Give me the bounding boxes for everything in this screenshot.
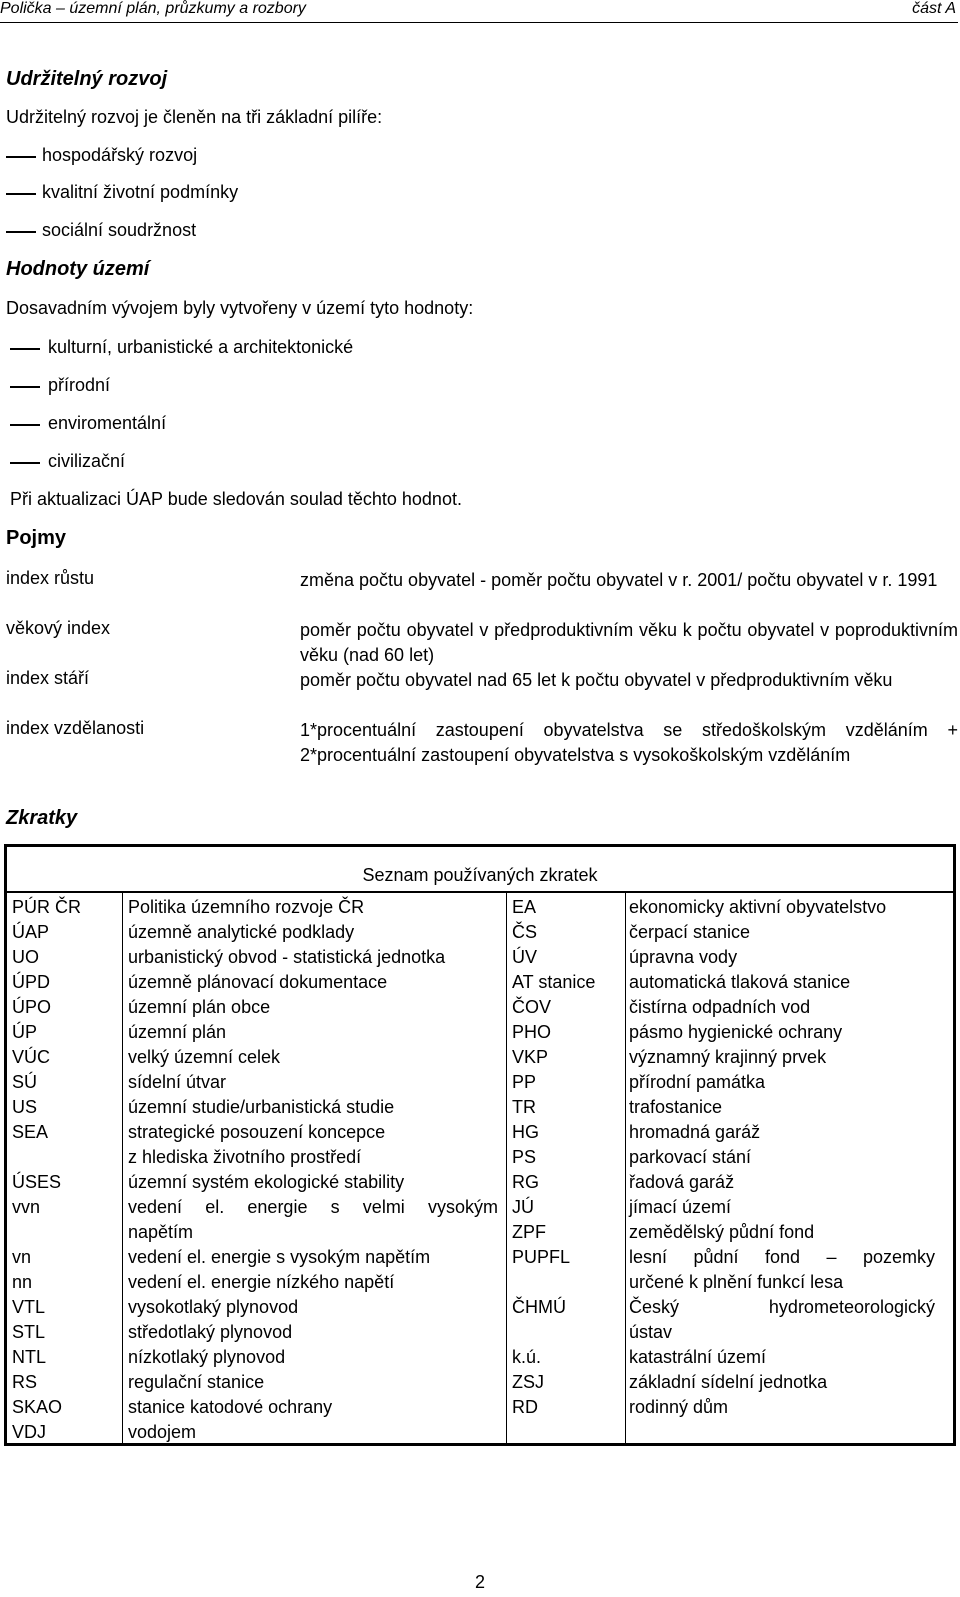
abbreviation-meaning: územně analytické podklady <box>128 922 355 942</box>
abbreviation-meaning: stanice katodové ochrany <box>128 1397 333 1417</box>
abbreviation-meaning: přírodní památka <box>629 1072 766 1092</box>
abbreviation-meaning: základní sídelní jednotka <box>629 1372 828 1392</box>
header-title: Polička – územní plán, průzkumy a rozbory <box>0 0 306 17</box>
abbreviation-meaning: řadová garáž <box>629 1172 735 1192</box>
table-header-row <box>7 847 953 893</box>
abbreviation-code: vn <box>12 1247 32 1267</box>
section-heading-terms: Pojmy <box>6 527 67 549</box>
abbreviation-code: EA <box>512 897 537 917</box>
abbreviation-code: US <box>12 1097 38 1117</box>
term: věkový index <box>6 618 111 638</box>
abbreviation-code: PUPFL <box>512 1247 571 1267</box>
dash-bullet <box>10 348 40 350</box>
abbreviation-code: SEA <box>12 1122 49 1142</box>
list-item-text: civilizační <box>48 451 126 471</box>
abbreviation-code: ČHMÚ <box>512 1297 566 1317</box>
abbreviation-code: PHO <box>512 1022 552 1042</box>
term: index vzdělanosti <box>6 718 145 738</box>
term-definition: poměr počtu obyvatel v předproduktivním věku k počtu obyvatel v poproduktivním věku (nad 60 let) <box>300 620 958 665</box>
abbreviation-code: ÚV <box>512 947 538 967</box>
term: index růstu <box>6 568 95 588</box>
abbreviation-meaning: úpravna vody <box>629 947 738 967</box>
dash-bullet <box>10 386 40 388</box>
abbreviation-code: ÚP <box>12 1022 38 1042</box>
abbreviation-code: ČOV <box>512 997 552 1017</box>
page-header <box>0 0 958 23</box>
abbreviation-code: SKAO <box>12 1397 63 1417</box>
list-item-text: sociální soudržnost <box>42 220 197 240</box>
column-divider <box>506 893 507 1443</box>
section-heading-sustainable: Udržitelný rozvoj <box>6 68 168 90</box>
abbreviation-code: ČS <box>512 922 538 942</box>
sustainable-intro: Udržitelný rozvoj je členěn na tři základní pilíře: <box>6 107 383 127</box>
values-note: Při aktualizaci ÚAP bude sledován soulad těchto hodnot. <box>10 489 462 509</box>
abbreviation-code: ZPF <box>512 1222 546 1242</box>
list-item-text: kulturní, urbanistické a architektonické <box>48 337 354 357</box>
abbreviation-meaning: středotlaký plynovod <box>128 1322 293 1342</box>
abbreviation-code: VKP <box>512 1047 549 1067</box>
abbreviation-code: JÚ <box>512 1197 534 1217</box>
abbreviation-meaning: vedení el. energie s vysokým napětím <box>128 1247 431 1267</box>
abbreviation-meaning: Český hydrometeorologický <box>629 1297 935 1317</box>
abbreviation-code: RD <box>512 1397 538 1417</box>
abbreviation-code: RS <box>12 1372 38 1392</box>
abbreviation-meaning: parkovací stání <box>629 1147 752 1167</box>
abbreviation-meaning: regulační stanice <box>128 1372 265 1392</box>
abbreviation-code: STL <box>12 1322 46 1342</box>
term: index stáří <box>6 668 90 688</box>
abbreviation-meaning: lesní půdní fond – pozemky <box>629 1247 935 1267</box>
abbreviation-meaning: automatická tlaková stanice <box>629 972 851 992</box>
abbreviation-meaning: určené k plnění funkcí lesa <box>629 1272 844 1292</box>
abbreviation-code: PÚR ČR <box>12 897 82 917</box>
abbreviation-meaning: vodojem <box>128 1422 197 1442</box>
list-item-text: přírodní <box>48 375 111 395</box>
abbreviation-meaning: trafostanice <box>629 1097 723 1117</box>
abbreviation-code: ÚPD <box>12 972 51 992</box>
term-definition: změna počtu obyvatel - poměr počtu obyvatel v r. 2001/ počtu obyvatel v r. 1991 <box>300 570 938 590</box>
abbreviation-code: TR <box>512 1097 536 1117</box>
abbreviation-code: PS <box>512 1147 537 1167</box>
abbreviation-meaning: urbanistický obvod - statistická jednotka <box>128 947 446 967</box>
term-definition: poměr počtu obyvatel nad 65 let k počtu obyvatel v předproduktivním věku <box>300 670 893 690</box>
abbreviation-meaning: ústav <box>629 1322 673 1342</box>
abbreviation-code: VTL <box>12 1297 46 1317</box>
abbreviation-meaning: nízkotlaký plynovod <box>128 1347 286 1367</box>
abbreviation-code: ZSJ <box>512 1372 545 1392</box>
abbreviation-meaning: vedení el. energie s velmi vysokým <box>128 1197 498 1217</box>
abbreviation-code: NTL <box>12 1347 47 1367</box>
abbreviation-meaning: územně plánovací dokumentace <box>128 972 388 992</box>
abbreviation-meaning: významný krajinný prvek <box>629 1047 827 1067</box>
term-definition: 1*procentuální zastoupení obyvatelstva se středoškolským vzděláním + 2*procentuální zastoupení obyvatelstva s vysokoškolským vzděláním <box>300 720 958 765</box>
abbreviation-code: VDJ <box>12 1422 47 1442</box>
abbreviation-code: AT stanice <box>512 972 596 992</box>
column-divider <box>122 893 123 1443</box>
dash-bullet <box>6 156 36 158</box>
abbreviation-code: RG <box>512 1172 539 1192</box>
abbreviation-code: ÚPO <box>12 997 52 1017</box>
list-item-text: enviromentální <box>48 413 167 433</box>
abbreviation-code: nn <box>12 1272 33 1292</box>
abbreviation-meaning: sídelní útvar <box>128 1072 227 1092</box>
abbreviation-meaning: katastrální území <box>629 1347 767 1367</box>
dash-bullet <box>10 462 40 464</box>
section-heading-abbreviations: Zkratky <box>6 807 78 829</box>
abbreviation-meaning: Politika územního rozvoje ČR <box>128 897 365 917</box>
abbreviation-code: PP <box>512 1072 537 1092</box>
abbreviation-meaning: hromadná garáž <box>629 1122 761 1142</box>
section-heading-values: Hodnoty území <box>6 258 150 280</box>
abbreviation-code: vvn <box>12 1197 41 1217</box>
column-divider <box>625 893 626 1443</box>
table-title: Seznam používaných zkratek <box>362 865 598 885</box>
abbreviation-meaning: strategické posouzení koncepce <box>128 1122 386 1142</box>
abbreviation-meaning: územní plán <box>128 1022 227 1042</box>
abbreviation-meaning: územní plán obce <box>128 997 271 1017</box>
abbreviation-meaning: pásmo hygienické ochrany <box>629 1022 843 1042</box>
abbreviation-meaning: čerpací stanice <box>629 922 751 942</box>
dash-bullet <box>6 193 36 195</box>
abbreviation-meaning: vysokotlaký plynovod <box>128 1297 299 1317</box>
abbreviation-meaning: jímací území <box>629 1197 732 1217</box>
dash-bullet <box>6 231 36 233</box>
abbreviation-meaning: územní systém ekologické stability <box>128 1172 405 1192</box>
page-number: 2 <box>474 1572 485 1592</box>
abbreviation-code: HG <box>512 1122 539 1142</box>
abbreviation-meaning: ekonomicky aktivní obyvatelstvo <box>629 897 887 917</box>
abbreviation-code: VÚC <box>12 1047 51 1067</box>
abbreviation-code: SÚ <box>12 1072 38 1092</box>
abbreviation-meaning: čistírna odpadních vod <box>629 997 811 1017</box>
header-part: část A <box>912 0 956 17</box>
list-item-text: kvalitní životní podmínky <box>42 182 239 202</box>
values-intro: Dosavadním vývojem byly vytvořeny v území tyto hodnoty: <box>6 298 474 318</box>
abbreviation-meaning: rodinný dům <box>629 1397 729 1417</box>
abbreviation-meaning: vedení el. energie nízkého napětí <box>128 1272 395 1292</box>
dash-bullet <box>10 424 40 426</box>
abbreviation-code: k.ú. <box>512 1347 542 1367</box>
abbreviation-meaning: zemědělský půdní fond <box>629 1222 815 1242</box>
abbreviation-code: ÚSES <box>12 1172 62 1192</box>
abbreviation-code: UO <box>12 947 39 967</box>
abbreviation-code: ÚAP <box>12 922 50 942</box>
abbreviation-table <box>4 844 956 1446</box>
list-item-text: hospodářský rozvoj <box>42 145 198 165</box>
abbreviation-meaning: napětím <box>128 1222 194 1242</box>
abbreviation-meaning: územní studie/urbanistická studie <box>128 1097 395 1117</box>
abbreviation-meaning: z hlediska životního prostředí <box>128 1147 362 1167</box>
abbreviation-meaning: velký územní celek <box>128 1047 281 1067</box>
